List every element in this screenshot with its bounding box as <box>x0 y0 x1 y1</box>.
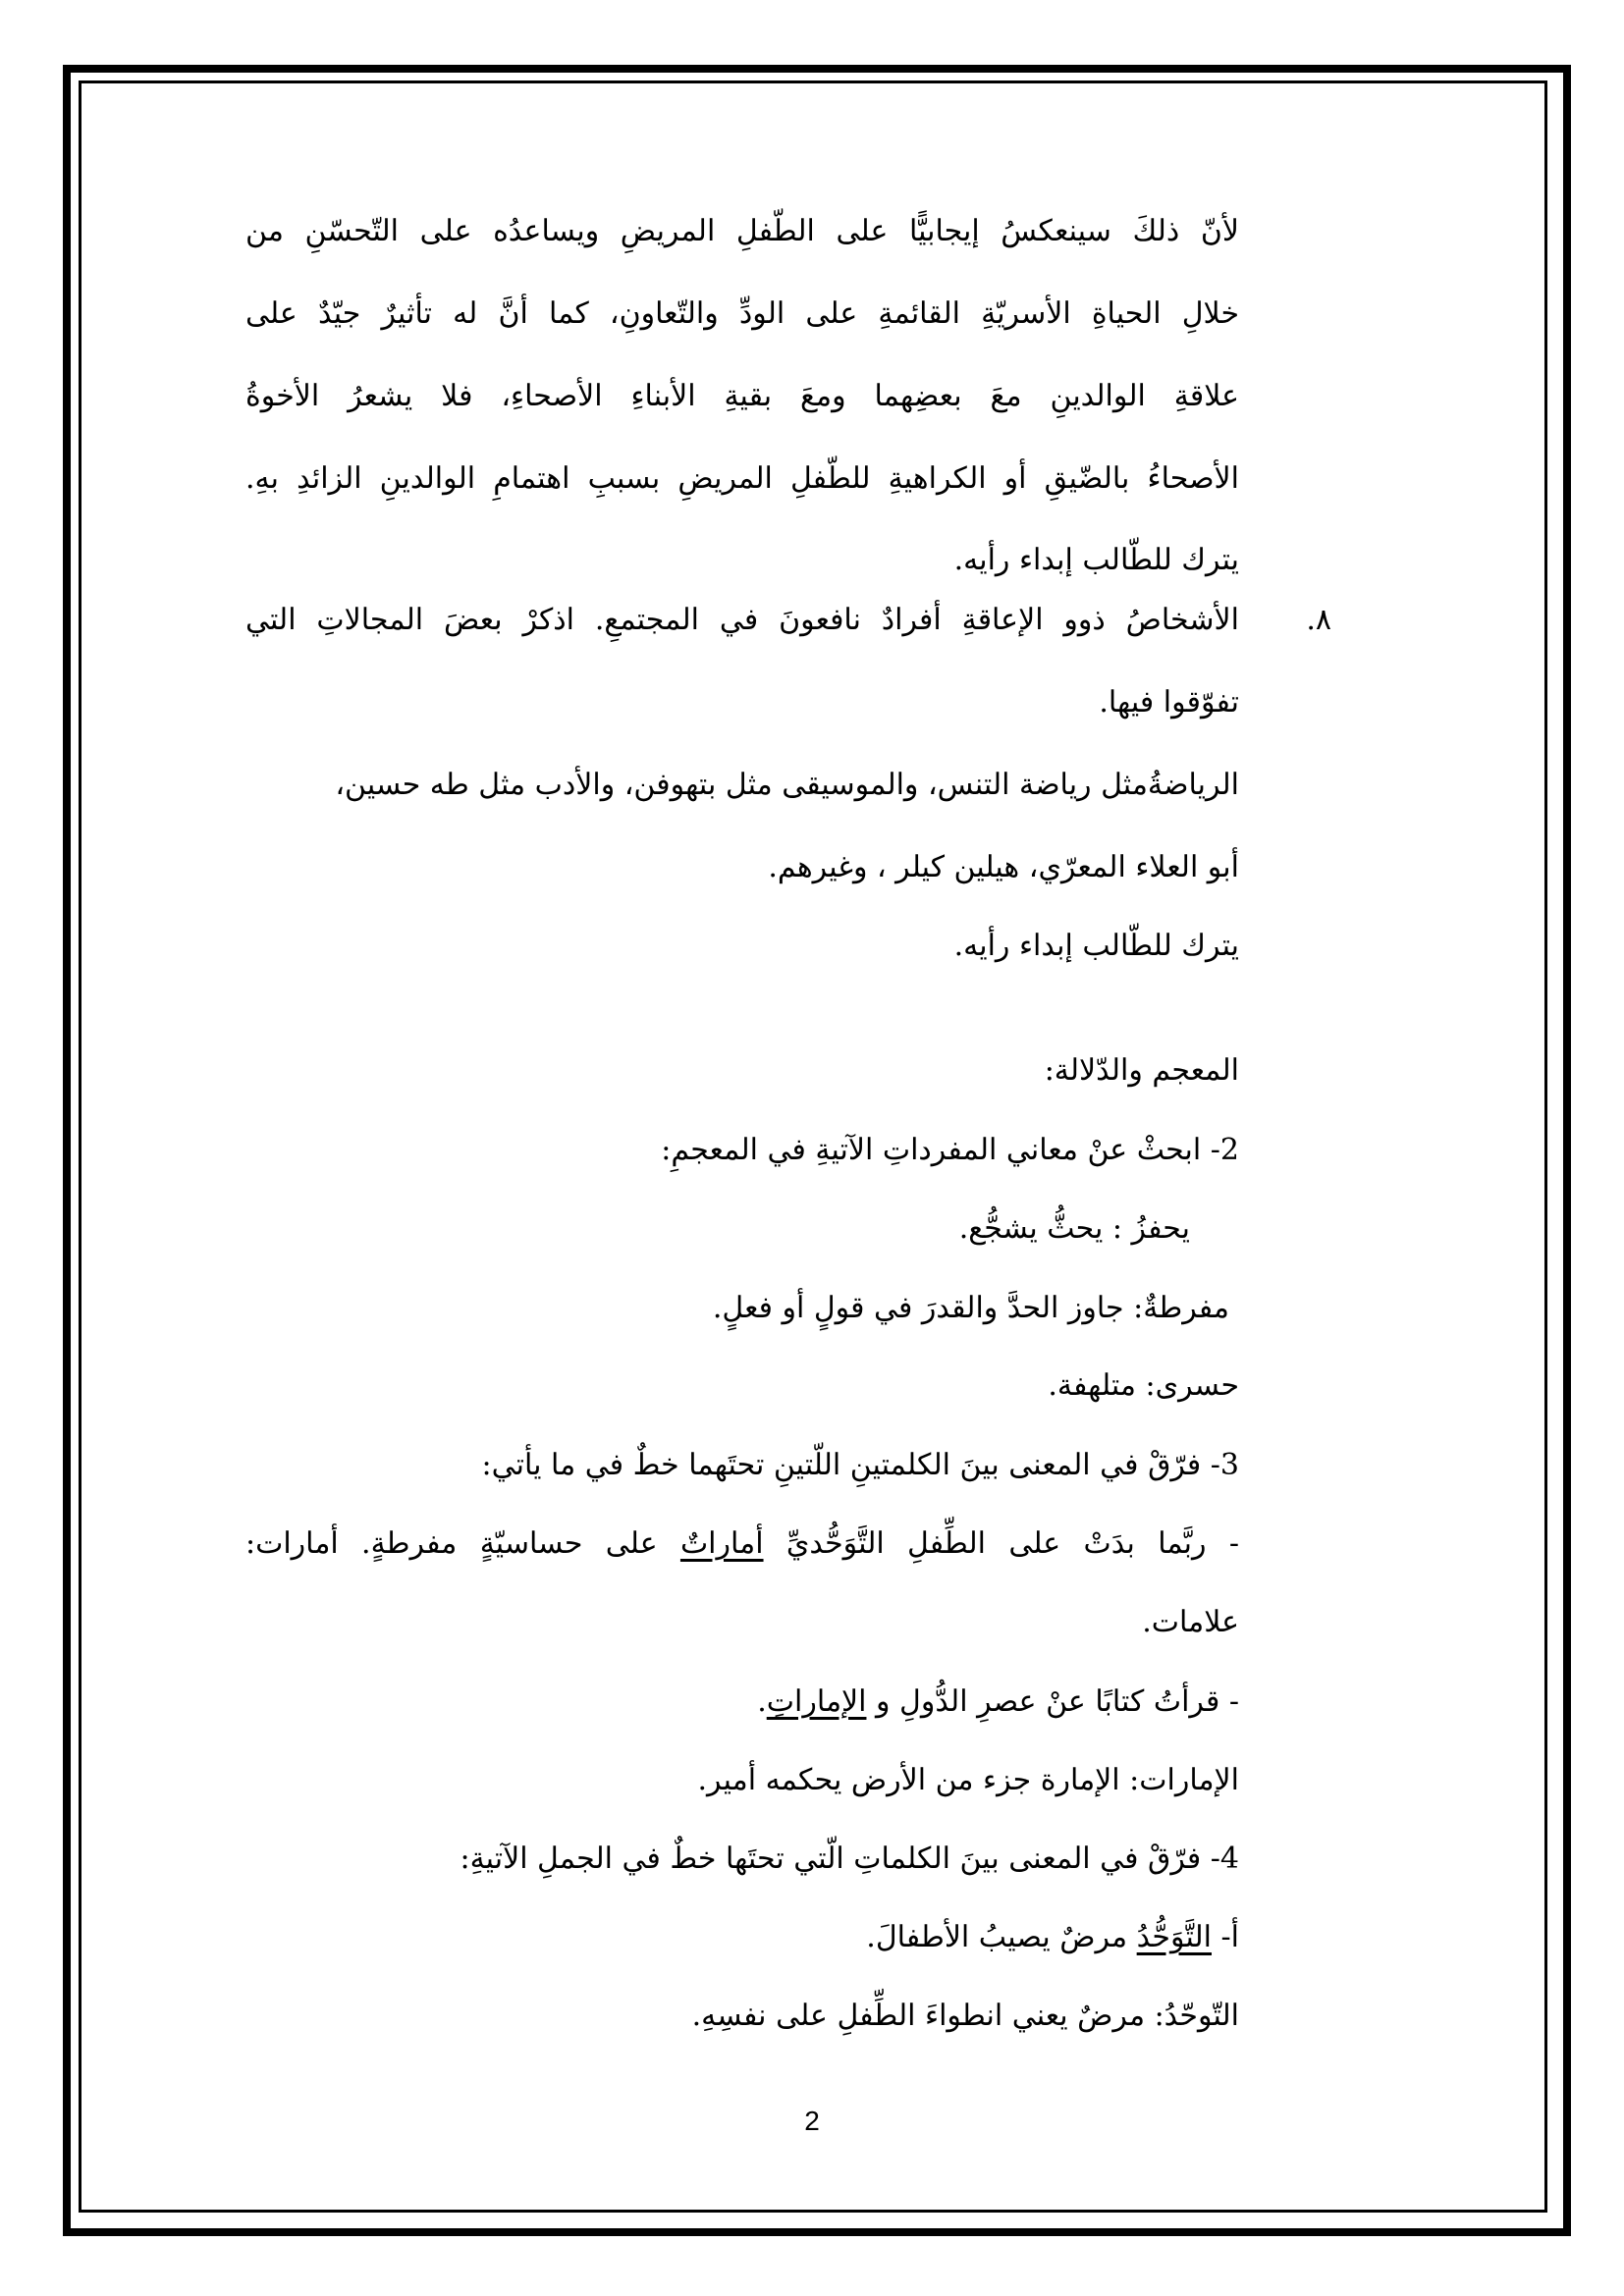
answer-line: مفرطةٌ: جاوز الحدَّ والقدرَ في قولٍ أو فعلٍ. <box>712 1291 1229 1325</box>
sentence-text: - قرأتُ كتابًا عنْ عصرِ الدُّولِ و <box>866 1684 1239 1719</box>
answer-line: أبو العلاء المعرّي، هيلين كيلر ، وغيرهم. <box>768 850 1239 884</box>
sentence-text: أ- <box>1211 1920 1239 1954</box>
underlined-word: التَّوَحُّدُ <box>1136 1920 1212 1954</box>
answer-line: حسرى: متلهفة. <box>1048 1368 1239 1403</box>
answer-line: الرياضةُمثل رياضة التنس، والموسيقى مثل بتهوفن، والأدب مثل طه حسين، <box>335 768 1239 802</box>
answer-line: التّوحّدُ: مرضٌ يعني انطواءَ الطِّفلِ على نفسِهِ. <box>691 1999 1239 2033</box>
question-3-sentence-1 <box>245 1524 1239 1564</box>
paragraph-line: يترك للطّالب إبداء رأيه. <box>953 543 1239 577</box>
underlined-word: أماراتٌ <box>679 1526 764 1561</box>
question-2: 2- ابحثْ عنْ معاني المفرداتِ الآتيةِ في المعجمِ: <box>661 1133 1239 1167</box>
underlined-word: الإماراتِ <box>766 1684 867 1719</box>
question-8-text-cont: تفوّقوا فيها. <box>1099 685 1239 720</box>
question-8-text: الأشخاصُ ذوو الإعاقةِ أفرادٌ نافعونَ في المجتمعِ. اذكرْ بعضَ المجالاتِ التي <box>245 603 1239 637</box>
sentence-text: . <box>757 1684 767 1719</box>
section-heading: المعجم والدّلالة: <box>1044 1053 1239 1088</box>
answer-line: يترك للطّالب إبداء رأيه. <box>953 929 1239 963</box>
answer-line: الإمارات: الإمارة جزء من الأرض يحكمه أمير. <box>697 1763 1239 1797</box>
sentence-text: مرضٌ يصيبُ الأطفالَ. <box>866 1920 1137 1954</box>
question-3-sentence-2 <box>757 1682 1239 1722</box>
paragraph-line: علاقةِ الوالدينِ معَ بعضِهما ومعَ بقيةِ الأبناءِ الأصحاءِ، فلا يشعرُ الأخوةُ <box>245 379 1239 413</box>
paragraph-line: الأصحاءُ بالضّيقِ أو الكراهيةِ للطّفلِ المريضِ بسببِ اهتمامِ الوالدينِ الزائدِ بهِ. <box>245 461 1239 496</box>
question-3: 3- فرّقْ في المعنى بينَ الكلمتينِ اللّتينِ تحتَهما خطٌ في ما يأتي: <box>481 1448 1239 1482</box>
paragraph-line: لأنّ ذلكَ سينعكسُ إيجابيًّا على الطّفلِ المريضِ ويساعدُه على التّحسّنِ من <box>245 214 1239 248</box>
question-8-number: ٨. <box>1306 603 1331 637</box>
sentence-text: - ربَّما بدَتْ على الطِّفلِ التَّوَحُّديِّ <box>763 1526 1239 1561</box>
page-number: 2 <box>804 2106 820 2136</box>
answer-line: علامات. <box>1142 1605 1239 1639</box>
answer-line: يحفزُ : يحثُّ يشجُّع. <box>958 1211 1190 1246</box>
question-4-sentence-a <box>866 1918 1239 1957</box>
question-4: 4- فرّقْ في المعنى بينَ الكلماتِ الّتي تحتَها خطٌ في الجملِ الآتيةِ: <box>460 1842 1239 1876</box>
paragraph-line: خلالِ الحياةِ الأسريّةِ القائمةِ على الودِّ والتّعاونِ، كما أنَّ له تأثيرٌ جيّدٌ على <box>245 296 1239 331</box>
sentence-text: على حساسيّةٍ مفرطةٍ. أمارات: <box>245 1526 680 1561</box>
